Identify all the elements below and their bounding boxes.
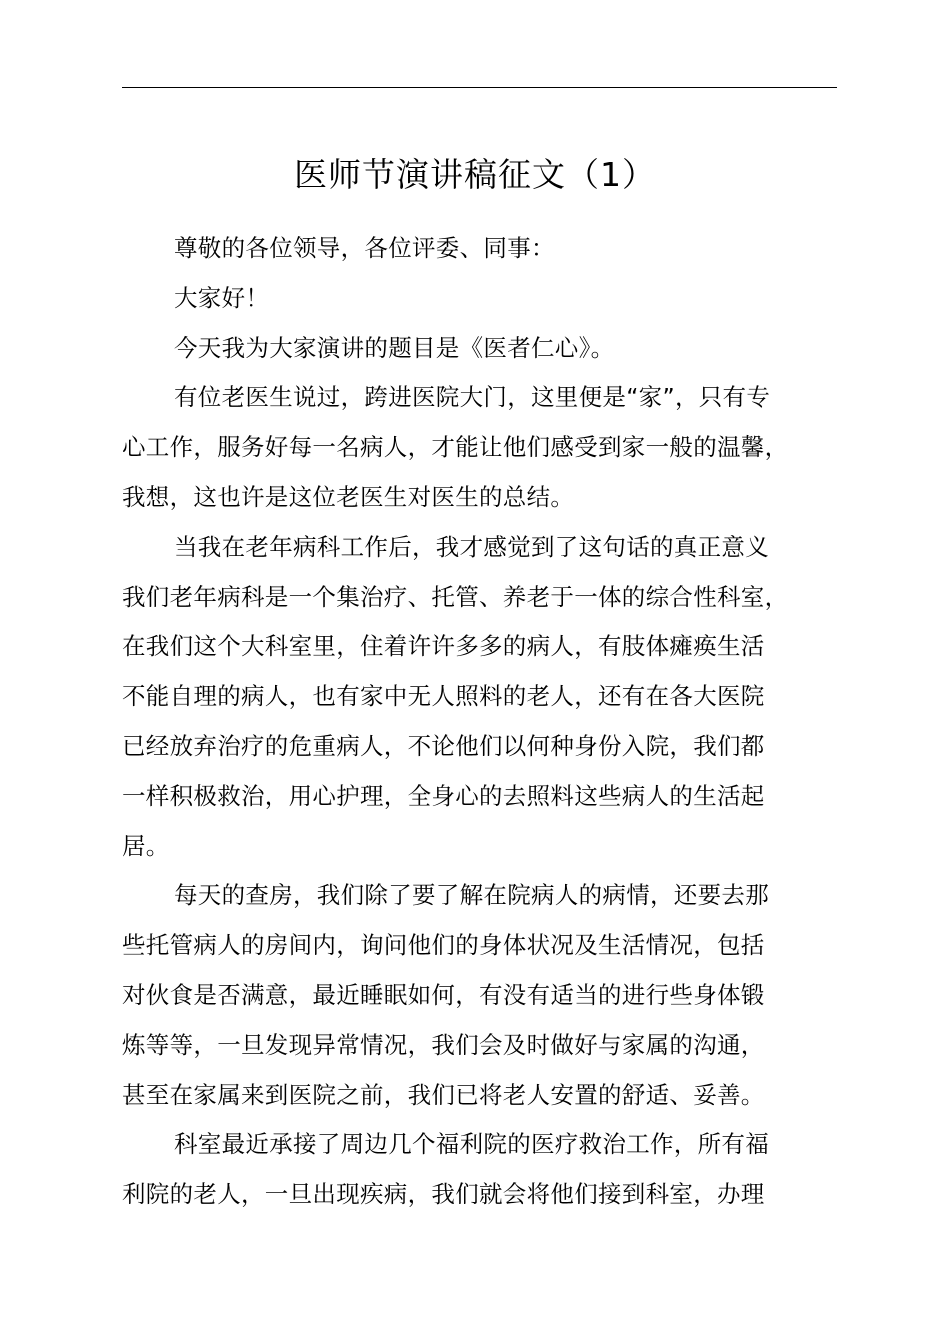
paragraph-line: 些托管病人的房间内，询问他们的身体状况及生活情况，包括 xyxy=(122,931,765,960)
paragraph-line: 对伙食是否满意，最近睡眠如何，有没有适当的进行些身体锻 xyxy=(122,980,765,1009)
paragraph-line: 当我在老年病科工作后，我才感觉到了这句话的真正意义 xyxy=(174,532,769,561)
paragraph-line: 心工作，服务好每一名病人，才能让他们感受到家一般的温馨， xyxy=(122,433,789,462)
paragraph-line: 今天我为大家演讲的题目是《医者仁心》。 xyxy=(174,333,615,362)
paragraph-line: 甚至在家属来到医院之前，我们已将老人安置的舒适、妥善。 xyxy=(122,1080,765,1109)
paragraph-line: 不能自理的病人，也有家中无人照料的老人，还有在各大医院 xyxy=(122,682,765,711)
paragraph-line: 在我们这个大科室里，住着许许多多的病人，有肢体瘫痪生活 xyxy=(122,632,765,661)
paragraph-line: 科室最近承接了周边几个福利院的医疗救治工作，所有福 xyxy=(174,1130,769,1159)
header-rule xyxy=(122,87,837,88)
paragraph-line: 我们老年病科是一个集治疗、托管、养老于一体的综合性科室， xyxy=(122,582,789,611)
document-body xyxy=(122,224,852,1220)
paragraph-line: 居。 xyxy=(122,831,170,860)
paragraph-line: 炼等等，一旦发现异常情况，我们会及时做好与家属的沟通， xyxy=(122,1030,765,1059)
paragraph-line: 已经放弃治疗的危重病人，不论他们以何种身份入院，我们都 xyxy=(122,731,765,760)
paragraph-line: 每天的查房，我们除了要了解在院病人的病情，还要去那 xyxy=(174,881,769,910)
document-title: 医师节演讲稿征文（1） xyxy=(294,155,656,194)
paragraph-line: 我想，这也许是这位老医生对医生的总结。 xyxy=(122,482,575,511)
paragraph-line: 大家好！ xyxy=(174,283,270,312)
paragraph-line: 有位老医生说过，跨进医院大门，这里便是“家”，只有专 xyxy=(174,383,771,412)
paragraph-line: 尊敬的各位领导，各位评委、同事： xyxy=(174,234,555,262)
paragraph-line: 利院的老人，一旦出现疾病，我们就会将他们接到科室，办理 xyxy=(122,1180,765,1209)
paragraph-line: 一样积极救治，用心护理，全身心的去照料这些病人的生活起 xyxy=(122,781,765,810)
